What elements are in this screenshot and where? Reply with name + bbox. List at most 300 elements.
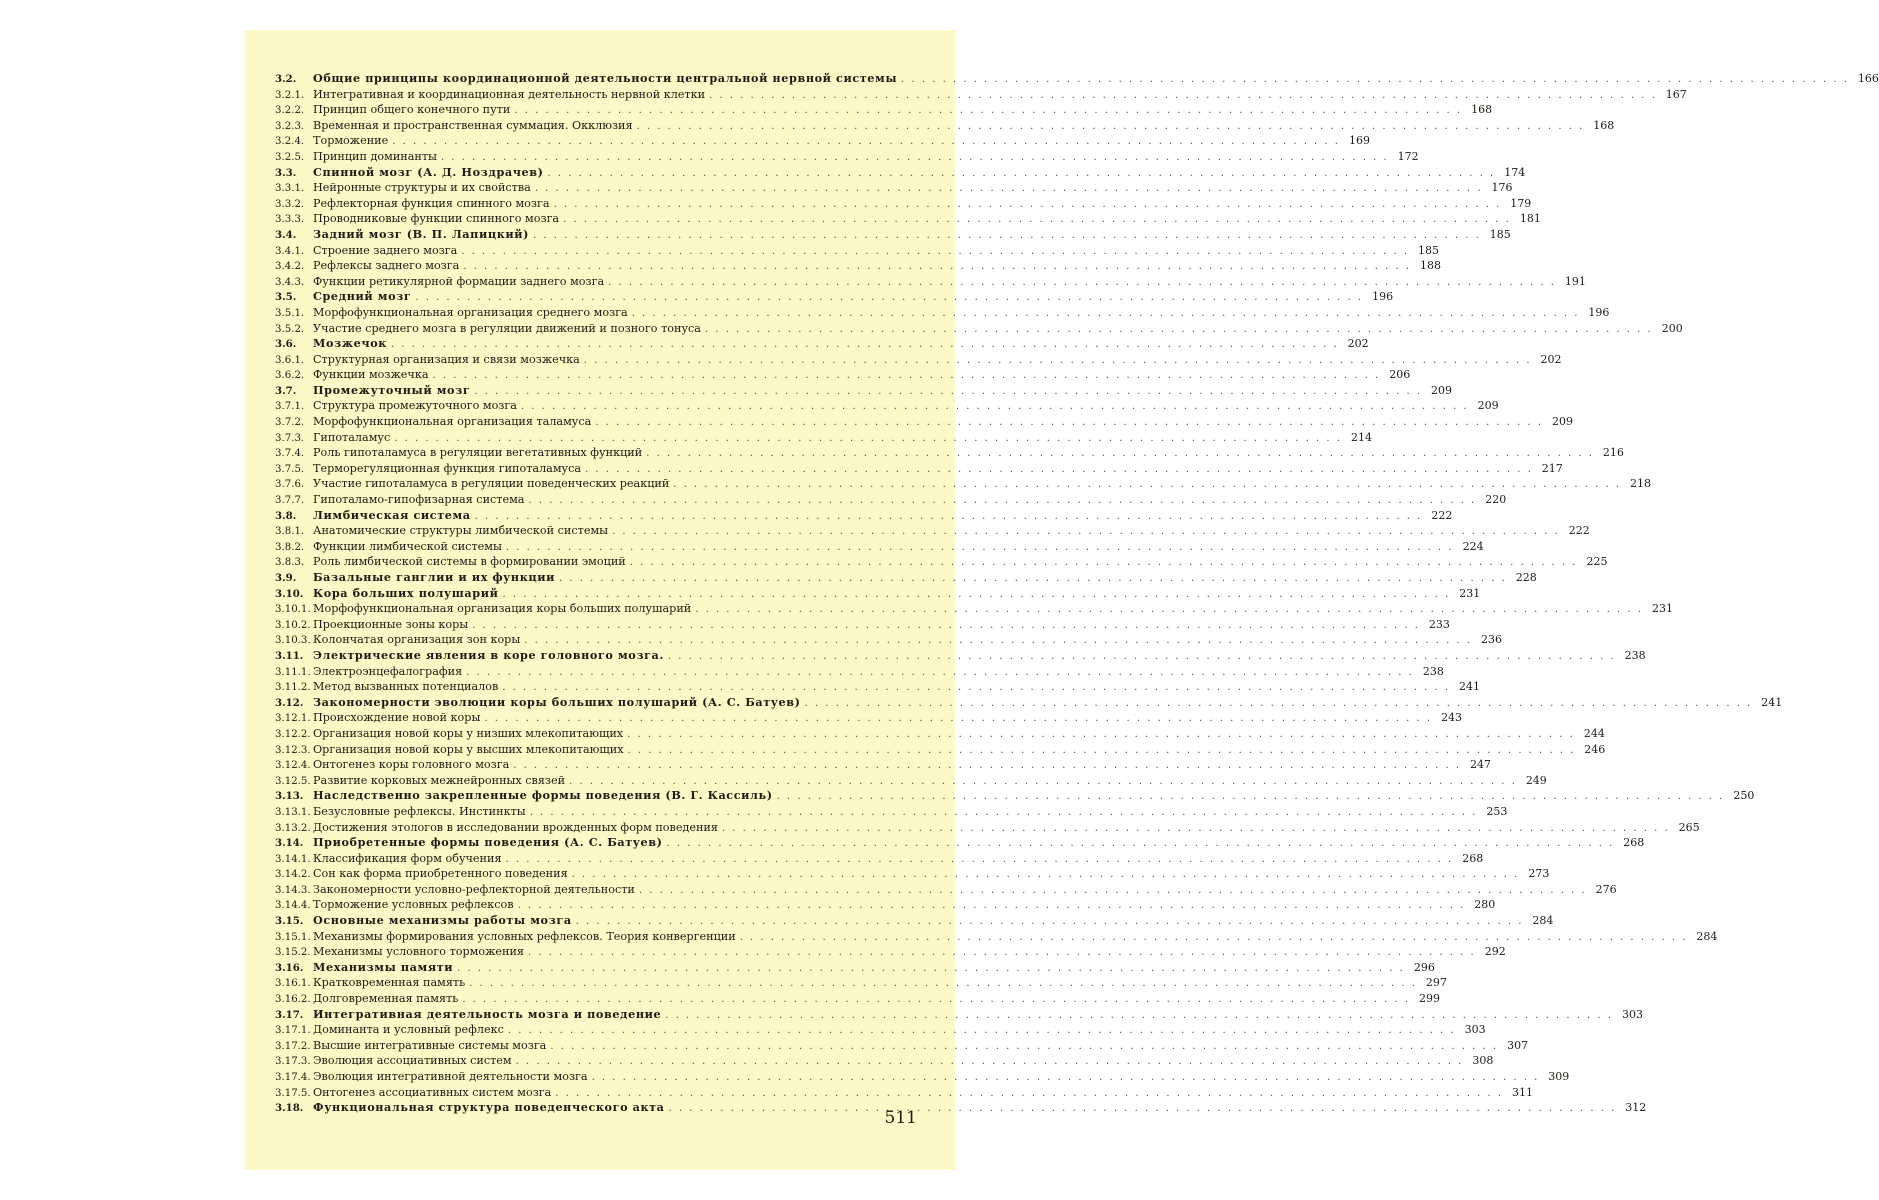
toc-entry-number: 3.17.3.	[275, 1056, 311, 1068]
toc-dot-leader	[521, 399, 1469, 415]
toc-entry-title: Функции лимбической системы	[313, 539, 502, 553]
toc-entry-number: 3.10.	[275, 587, 304, 600]
toc-dot-leader	[433, 368, 1381, 384]
toc-entry-title: Электрические явления в коре головного мозга.	[313, 647, 664, 662]
toc-entry-number: 3.8.1.	[275, 526, 305, 538]
toc-dot-leader	[550, 1039, 1498, 1055]
toc-entry-page: 231	[1651, 602, 1673, 616]
toc-entry-number: 3.12.4.	[275, 760, 311, 772]
toc-entry-title: Строение заднего мозга	[313, 243, 458, 257]
toc-dot-leader	[673, 477, 1621, 493]
toc-entry-title: Морфофункциональная организация коры больших полушарий	[313, 602, 692, 616]
toc-entry-number: 3.8.2.	[275, 541, 305, 553]
toc-subsection-entry	[275, 804, 1508, 820]
toc-entry-title: Принцип доминанты	[313, 149, 437, 163]
toc-dot-leader	[469, 976, 1417, 992]
toc-entry-page: 169	[1348, 134, 1370, 148]
toc-entry-number: 3.4.1.	[275, 245, 305, 257]
toc-section-entry	[275, 694, 1783, 711]
toc-dot-leader	[484, 711, 1432, 727]
toc-dot-leader	[466, 665, 1414, 681]
toc-section-entry	[275, 835, 1645, 851]
toc-entry-page: 241	[1761, 695, 1783, 709]
toc-entry-page: 176	[1491, 181, 1513, 195]
toc-entry-page: 253	[1486, 804, 1508, 818]
toc-entry-title: Механизмы условного торможения	[313, 945, 524, 959]
toc-subsection-entry	[275, 102, 1493, 118]
toc-section-entry	[275, 226, 1511, 243]
toc-subsection-entry	[275, 149, 1419, 165]
toc-section-entry	[275, 71, 1879, 87]
toc-entry-number: 3.15.1.	[275, 931, 311, 943]
toc-entry-title: Принцип общего конечного пути	[313, 103, 511, 117]
toc-entry-title: Онтогенез коры головного мозга	[313, 758, 510, 772]
toc-entry-number: 3.2.2.	[275, 105, 305, 117]
toc-entry-page: 249	[1525, 773, 1547, 787]
toc-subsection-entry	[275, 601, 1673, 617]
toc-section-entry	[275, 959, 1435, 976]
toc-subsection-entry	[275, 196, 1532, 212]
toc-entry-page: 238	[1422, 664, 1444, 678]
toc-entry-number: 3.14.	[275, 837, 304, 850]
toc-dot-leader	[705, 322, 1653, 338]
toc-dot-leader	[777, 789, 1725, 805]
toc-entry-number: 3.11.	[275, 649, 304, 662]
toc-entry-page: 216	[1602, 446, 1624, 460]
toc-entry-number: 3.2.	[275, 73, 297, 85]
toc-entry-title: Происхождение новой коры	[313, 711, 481, 725]
toc-entry-number: 3.5.1.	[275, 307, 305, 319]
toc-entry-title: Структурная организация и связи мозжечка	[313, 352, 580, 366]
toc-entry-page: 268	[1623, 836, 1645, 850]
toc-entry-number: 3.18.	[275, 1102, 304, 1115]
toc-subsection-entry	[275, 87, 1687, 103]
toc-dot-leader	[513, 758, 1461, 774]
toc-dot-leader	[535, 181, 1483, 197]
toc-entry-title: Кратковременная память	[313, 976, 466, 990]
toc-entry-page: 191	[1564, 274, 1586, 288]
toc-dot-leader	[508, 1023, 1456, 1039]
toc-entry-page: 231	[1459, 586, 1481, 600]
toc-entry-title: Сон как форма приобретенного поведения	[313, 867, 568, 881]
toc-entry-number: 3.7.	[275, 384, 297, 397]
toc-section-entry	[275, 647, 1646, 664]
toc-entry-title: Эволюция интегративной деятельности мозга	[313, 1070, 588, 1083]
toc-entry-title: Интегративная и координационная деятельность нервной клетки	[313, 87, 706, 101]
toc-dot-leader	[533, 228, 1481, 244]
toc-dot-leader	[518, 898, 1466, 914]
toc-entry-number: 3.3.2.	[275, 198, 305, 210]
toc-entry-page: 246	[1584, 742, 1606, 756]
toc-subsection-entry	[275, 632, 1502, 648]
toc-subsection-entry	[275, 944, 1506, 960]
toc-entry-page: 209	[1552, 415, 1574, 429]
toc-entry-title: Терморегуляционная функция гипоталамуса	[313, 461, 582, 475]
toc-dot-leader	[502, 680, 1450, 696]
toc-entry-page: 196	[1372, 290, 1394, 304]
toc-entry-title: Спинной мозг (А. Д. Ноздрачев)	[313, 164, 544, 179]
toc-entry-page: 220	[1485, 493, 1507, 507]
toc-entry-page: 222	[1431, 508, 1453, 522]
toc-section-entry	[275, 788, 1755, 804]
toc-dot-leader	[628, 743, 1576, 759]
toc-subsection-entry	[275, 118, 1615, 134]
toc-entry-title: Электроэнцефалография	[313, 664, 463, 678]
toc-entry-title: Общие принципы координационной деятельности центральной нервной системы	[313, 71, 898, 85]
toc-dot-leader	[514, 103, 1462, 119]
toc-subsection-entry	[275, 367, 1411, 383]
toc-entry-page: 296	[1413, 960, 1435, 974]
toc-entry-page: 168	[1471, 103, 1493, 117]
toc-entry-title: Нейронные структуры и их свойства	[313, 181, 531, 195]
toc-subsection-entry	[275, 866, 1550, 882]
toc-section-entry	[275, 913, 1554, 929]
toc-dot-leader	[632, 306, 1580, 322]
toc-dot-leader	[457, 961, 1405, 977]
toc-subsection-entry	[275, 742, 1606, 758]
toc-subsection-entry	[275, 211, 1541, 227]
toc-entry-page: 284	[1532, 914, 1554, 928]
toc-dot-leader	[524, 633, 1472, 649]
toc-subsection-entry	[275, 352, 1562, 368]
toc-entry-page: 224	[1462, 539, 1484, 553]
toc-subsection-entry	[275, 492, 1507, 508]
toc-dot-leader	[576, 914, 1524, 930]
toc-subsection-entry	[275, 710, 1463, 726]
toc-entry-number: 3.13.	[275, 790, 304, 803]
toc-entry-page: 273	[1528, 867, 1550, 881]
toc-dot-leader	[630, 555, 1578, 571]
toc-entry-number: 3.3.	[275, 166, 297, 179]
toc-entry-title: Долговременная память	[313, 992, 459, 1006]
toc-entry-title: Лимбическая система	[313, 507, 471, 522]
toc-dot-leader	[627, 727, 1575, 743]
toc-entry-number: 3.17.2.	[275, 1040, 311, 1052]
toc-dot-leader	[805, 696, 1753, 712]
toc-entry-number: 3.6.	[275, 338, 297, 351]
toc-entry-title: Закономерности эволюции коры больших полушарий (А. С. Батуев)	[313, 694, 801, 709]
toc-dot-leader	[722, 821, 1670, 837]
toc-dot-leader	[572, 867, 1520, 883]
toc-entry-number: 3.5.2.	[275, 323, 305, 335]
toc-entry-number: 3.15.2.	[275, 947, 311, 959]
toc-entry-title: Механизмы формирования условных рефлексов. Теория конвергенции	[313, 929, 736, 943]
toc-entry-page: 265	[1678, 820, 1700, 834]
toc-entry-title: Участие гипоталамуса в регуляции поведенческих реакций	[313, 477, 670, 491]
toc-entry-number: 3.6.2.	[275, 370, 305, 382]
toc-entry-title: Рефлексы заднего мозга	[313, 259, 460, 273]
toc-dot-leader	[463, 259, 1411, 275]
toc-subsection-entry	[275, 617, 1450, 633]
toc-entry-title: Доминанта и условный рефлекс	[313, 1023, 504, 1037]
toc-entry-page: 303	[1621, 1007, 1643, 1021]
toc-entry-title: Рефлекторная функция спинного мозга	[313, 196, 550, 210]
toc-entry-number: 3.14.4.	[275, 900, 311, 912]
toc-entry-number: 3.3.3.	[275, 214, 305, 226]
toc-entry-number: 3.14.3.	[275, 884, 311, 896]
toc-subsection-entry	[275, 726, 1605, 742]
toc-entry-number: 3.17.1.	[275, 1025, 311, 1037]
toc-entry-title: Торможение условных рефлексов	[313, 898, 514, 912]
toc-entry-title: Организация новой коры у высших млекопитающих	[313, 742, 624, 756]
toc-dot-leader	[441, 150, 1389, 166]
toc-entry-title: Роль гипоталамуса в регуляции вегетативных функций	[313, 446, 643, 460]
toc-entry-number: 3.7.3.	[275, 432, 305, 444]
toc-dot-leader	[584, 353, 1532, 369]
toc-entry-title: Метод вызванных потенциалов	[313, 680, 499, 694]
toc-entry-number: 3.3.1.	[275, 183, 305, 195]
toc-subsection-entry	[275, 554, 1608, 570]
toc-subsection-entry	[275, 539, 1484, 555]
toc-entry-number: 3.16.2.	[275, 994, 311, 1006]
toc-entry-number: 3.6.1.	[275, 354, 305, 366]
toc-entry-title: Анатомические структуры лимбической системы	[313, 524, 609, 538]
toc-entry-number: 3.7.4.	[275, 448, 305, 460]
toc-subsection-entry	[275, 461, 1563, 477]
toc-dot-leader	[548, 166, 1496, 182]
toc-section-entry	[275, 1006, 1643, 1023]
toc-dot-leader	[516, 1054, 1464, 1070]
toc-subsection-entry	[275, 180, 1513, 196]
toc-entry-page: 250	[1733, 789, 1755, 803]
book-page	[245, 30, 1879, 1170]
toc-entry-page: 292	[1484, 945, 1506, 959]
toc-entry-page: 174	[1504, 165, 1526, 179]
toc-entry-page: 172	[1397, 149, 1419, 163]
toc-dot-leader	[506, 852, 1454, 868]
toc-entry-number: 3.10.2.	[275, 619, 311, 631]
toc-subsection-entry	[275, 1022, 1486, 1038]
toc-entry-number: 3.17.4.	[275, 1072, 311, 1083]
toc-entry-page: 308	[1472, 1054, 1494, 1068]
toc-entry-page: 181	[1519, 212, 1541, 226]
toc-dot-leader	[415, 290, 1363, 306]
toc-entry-title: Роль лимбической системы в формировании эмоций	[313, 555, 626, 569]
toc-entry-number: 3.10.1.	[275, 604, 311, 616]
toc-dot-leader	[394, 431, 1342, 447]
toc-dot-leader	[391, 337, 1339, 353]
toc-dot-leader	[668, 649, 1616, 665]
toc-entry-number: 3.7.5.	[275, 463, 305, 475]
toc-dot-leader	[554, 197, 1502, 213]
toc-entry-page: 233	[1428, 617, 1450, 631]
toc-subsection-entry	[275, 975, 1447, 991]
toc-entry-page: 225	[1586, 555, 1608, 569]
toc-entry-number: 3.2.1.	[275, 89, 305, 101]
toc-entry-title: Структура промежуточного мозга	[313, 399, 517, 413]
toc-entry-page: 206	[1389, 368, 1411, 382]
toc-entry-number: 3.13.2.	[275, 822, 311, 834]
toc-entry-title: Достижения этологов в исследовании врожденных форм поведения	[313, 820, 718, 834]
toc-entry-title: Эволюция ассоциативных систем	[313, 1054, 512, 1068]
toc-dot-leader	[474, 384, 1422, 400]
toc-entry-page: 243	[1441, 711, 1463, 725]
toc-entry-title: Функциональная структура поведенческого акта	[313, 1100, 665, 1115]
toc-entry-page: 299	[1419, 992, 1441, 1006]
toc-subsection-entry	[275, 929, 1718, 945]
toc-entry-number: 3.15.	[275, 915, 304, 928]
toc-subsection-entry	[275, 133, 1370, 149]
toc-dot-leader	[901, 72, 1849, 88]
toc-entry-title: Базальные ганглии и их функции	[313, 570, 556, 584]
toc-entry-page: 244	[1583, 726, 1605, 740]
toc-entry-page: 166	[1857, 72, 1879, 85]
toc-entry-page: 185	[1418, 243, 1440, 257]
toc-subsection-entry	[275, 476, 1652, 492]
toc-entry-page: 280	[1474, 898, 1496, 912]
toc-entry-number: 3.2.3.	[275, 120, 305, 132]
toc-entry-page: 247	[1470, 758, 1491, 772]
toc-entry-title: Участие среднего мозга в регуляции движений и позного тонуса	[313, 321, 701, 335]
toc-entry-number: 3.9.	[275, 572, 297, 584]
toc-entry-title: Развитие корковых межнейронных связей	[313, 773, 566, 787]
toc-subsection-entry	[275, 1085, 1534, 1101]
toc-entry-number: 3.7.7.	[275, 495, 305, 507]
toc-subsection-entry	[275, 321, 1683, 337]
toc-entry-number: 3.17.5.	[275, 1087, 311, 1099]
toc-entry-title: Механизмы памяти	[313, 959, 454, 974]
toc-entry-page: 311	[1512, 1085, 1534, 1099]
toc-entry-page: 312	[1625, 1101, 1647, 1115]
toc-entry-number: 3.7.1.	[275, 401, 305, 413]
toc-entry-number: 3.2.4.	[275, 136, 305, 148]
toc-dot-leader	[608, 275, 1556, 291]
toc-entry-page: 200	[1661, 321, 1683, 335]
toc-dot-leader	[585, 462, 1533, 478]
toc-section-entry	[275, 507, 1453, 524]
toc-entry-title: Морфофункциональная организация среднего мозга	[313, 305, 628, 319]
toc-entry-page: 202	[1540, 352, 1562, 366]
toc-dot-leader	[595, 415, 1543, 431]
toc-entry-title: Мозжечок	[313, 336, 387, 351]
toc-subsection-entry	[275, 991, 1441, 1007]
toc-dot-leader	[563, 212, 1511, 228]
toc-entry-page: 276	[1595, 882, 1617, 896]
toc-entry-page: 297	[1425, 976, 1447, 990]
toc-section-entry	[275, 336, 1369, 352]
toc-dot-leader	[646, 446, 1594, 462]
toc-dot-leader	[667, 836, 1615, 852]
toc-entry-page: 303	[1464, 1023, 1486, 1037]
toc-entry-title: Морфофункциональная организация таламуса	[313, 415, 592, 429]
toc-entry-title: Приобретенные формы поведения (А. С. Батуев)	[313, 835, 663, 850]
toc-entry-number: 3.14.1.	[275, 853, 311, 865]
toc-subsection-entry	[275, 1053, 1494, 1069]
toc-dot-leader	[669, 1101, 1617, 1117]
toc-dot-leader	[462, 992, 1410, 1008]
toc-entry-page: 236	[1480, 633, 1502, 647]
toc-entry-number: 3.14.2.	[275, 869, 311, 881]
toc-entry-page: 214	[1350, 430, 1372, 444]
toc-entry-number: 3.16.1.	[275, 978, 311, 990]
toc-section-entry	[275, 570, 1537, 586]
toc-subsection-entry	[275, 523, 1590, 539]
toc-entry-number: 3.7.2.	[275, 417, 305, 429]
toc-entry-number: 3.4.3.	[275, 276, 305, 288]
toc-entry-title: Интегративная деятельность мозга и поведение	[313, 1006, 662, 1021]
toc-entry-page: 309	[1548, 1070, 1570, 1083]
toc-entry-number: 3.5.	[275, 291, 297, 304]
toc-entry-number: 3.12.5.	[275, 775, 311, 787]
toc-entry-number: 3.2.5.	[275, 151, 305, 163]
toc-dot-leader	[592, 1070, 1540, 1086]
toc-entry-title: Безусловные рефлексы. Инстинкты	[313, 804, 526, 818]
toc-entry-page: 209	[1477, 399, 1499, 413]
toc-entry-title: Наследственно закрепленные формы поведения (В. Г. Кассиль)	[313, 788, 773, 803]
toc-subsection-entry	[275, 882, 1617, 898]
toc-subsection-entry	[275, 305, 1610, 321]
toc-entry-title: Функции ретикулярной формации заднего мозга	[313, 274, 605, 288]
toc-entry-title: Гипоталамус	[313, 430, 391, 444]
toc-dot-leader	[392, 134, 1340, 150]
toc-entry-number: 3.17.	[275, 1008, 304, 1021]
toc-entry-number: 3.4.	[275, 228, 297, 241]
toc-entry-page: 179	[1510, 196, 1532, 210]
toc-entry-number: 3.8.3.	[275, 557, 305, 569]
toc-dot-leader	[569, 774, 1517, 790]
toc-entry-number: 3.12.3.	[275, 744, 311, 756]
toc-entry-title: Проекционные зоны коры	[313, 617, 469, 631]
toc-entry-number: 3.16.	[275, 961, 304, 974]
toc-entry-title: Кора больших полушарий	[313, 585, 499, 600]
toc-dot-leader	[612, 524, 1560, 540]
toc-section-entry	[275, 164, 1526, 181]
toc-dot-leader	[559, 571, 1507, 587]
toc-dot-leader	[506, 540, 1454, 556]
toc-entry-title: Закономерности условно-рефлекторной деятельности	[313, 882, 635, 896]
toc-dot-leader	[665, 1008, 1613, 1024]
toc-subsection-entry	[275, 445, 1624, 461]
toc-entry-number: 3.10.3.	[275, 635, 311, 647]
toc-entry-number: 3.7.6.	[275, 479, 305, 491]
toc-subsection-entry	[275, 851, 1484, 867]
toc-entry-number: 3.4.2.	[275, 261, 305, 273]
toc-entry-page: 188	[1420, 259, 1442, 273]
toc-subsection-entry	[275, 1069, 1570, 1085]
toc-entry-title: Основные механизмы работы мозга	[313, 913, 572, 928]
toc-dot-leader	[709, 88, 1657, 104]
toc-section-entry	[275, 585, 1481, 602]
toc-subsection-entry	[275, 243, 1440, 259]
toc-section-entry	[275, 1100, 1647, 1116]
toc-entry-page: 228	[1515, 571, 1537, 584]
toc-subsection-entry	[275, 274, 1586, 290]
toc-dot-leader	[475, 509, 1423, 525]
toc-entry-title: Задний мозг (В. П. Лапицкий)	[313, 226, 530, 241]
toc-entry-page: 209	[1431, 383, 1453, 397]
toc-section-entry	[275, 382, 1453, 399]
toc-dot-leader	[528, 945, 1476, 961]
toc-subsection-entry	[275, 258, 1442, 274]
toc-entry-title: Высшие интегративные системы мозга	[313, 1038, 547, 1052]
toc-entry-number: 3.13.1.	[275, 806, 311, 818]
toc-entry-number: 3.12.	[275, 696, 304, 709]
toc-entry-page: 167	[1665, 87, 1687, 101]
toc-entry-page: 168	[1593, 118, 1615, 132]
toc-entry-title: Классификация форм обучения	[313, 851, 502, 865]
toc-entry-page: 238	[1624, 648, 1646, 662]
toc-entry-page: 222	[1568, 524, 1590, 538]
toc-dot-leader	[461, 244, 1409, 260]
toc-entry-number: 3.12.2.	[275, 728, 311, 740]
toc-dot-leader	[637, 119, 1585, 135]
toc-entry-title: Организация новой коры у низших млекопитающих	[313, 726, 624, 740]
toc-entry-page: 268	[1462, 851, 1484, 865]
page-number: 511	[884, 1108, 917, 1128]
toc-dot-leader	[503, 587, 1451, 603]
toc-dot-leader	[639, 883, 1587, 899]
toc-entry-title: Проводниковые функции спинного мозга	[313, 212, 560, 226]
